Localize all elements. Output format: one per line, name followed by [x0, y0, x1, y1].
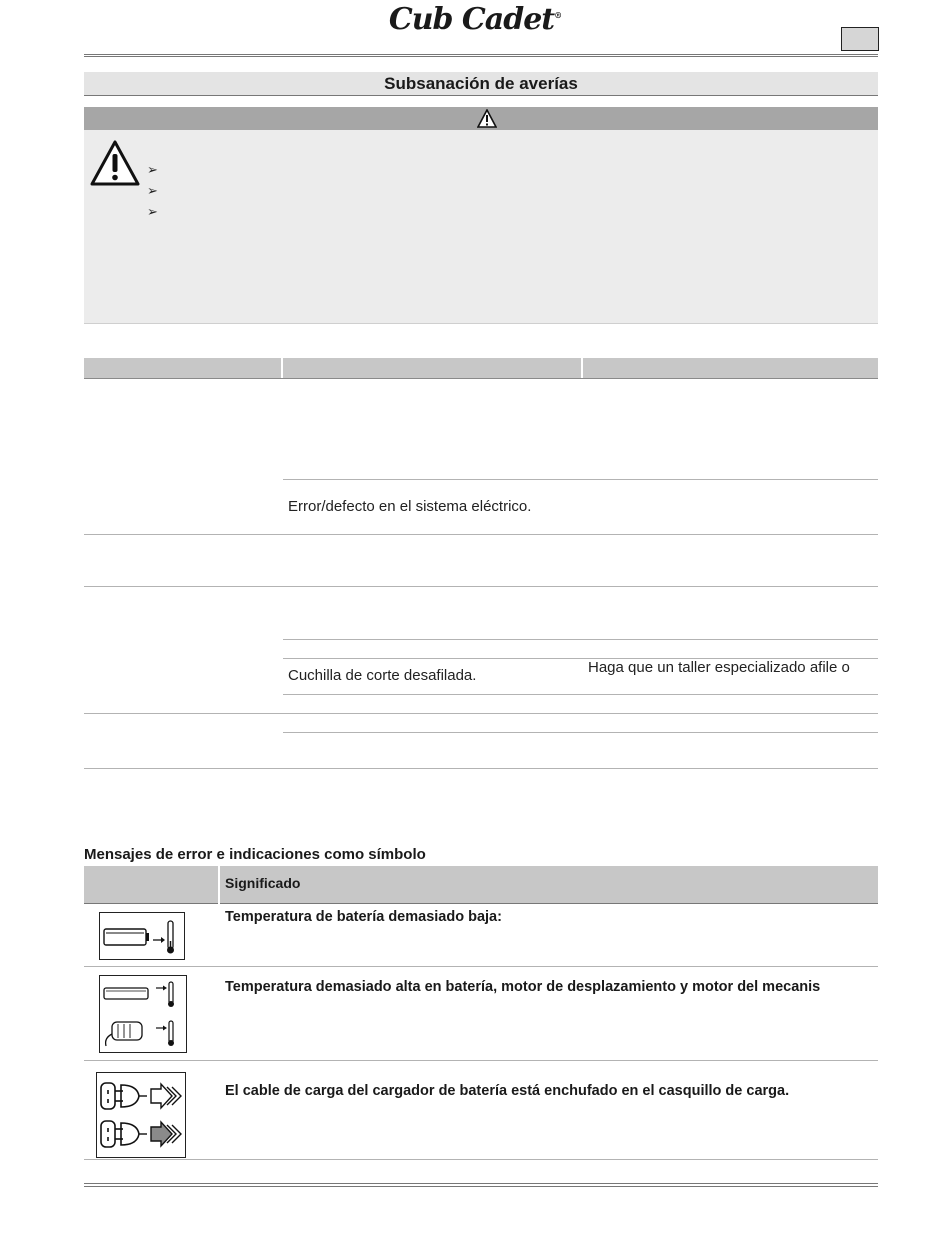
row-divider: [84, 586, 878, 587]
row-divider: [84, 966, 878, 967]
charging-cable-plugged-icon: [96, 1072, 186, 1158]
warning-triangle-icon: [477, 109, 497, 128]
row-divider: [283, 694, 878, 695]
page-title: Subsanación de averías: [84, 72, 878, 96]
row-divider: [84, 713, 878, 714]
row-divider: [283, 639, 878, 640]
header-rule: [84, 903, 878, 904]
footer-rule: [84, 1186, 878, 1187]
fault-table-header: [84, 358, 878, 379]
fault-remedy: Haga que un taller especializado afile o: [588, 659, 850, 676]
fault-cause: Error/defecto en el sistema eléctrico.: [288, 498, 532, 515]
page-number-box: [841, 27, 879, 51]
footer-rule: [84, 1183, 878, 1184]
arrow-bullet-icon: ➢: [147, 204, 158, 219]
row-divider: [283, 479, 878, 480]
symbol-meaning: Temperatura de batería demasiado baja:: [225, 909, 502, 925]
brand-logo: [0, 2, 950, 37]
arrow-bullet-icon: ➢: [147, 183, 158, 198]
warning-header-bar: [84, 107, 878, 130]
symbols-section-title: Mensajes de error e indicaciones como símbolo: [84, 846, 426, 863]
row-divider: [84, 1159, 878, 1160]
row-divider: [84, 534, 878, 535]
fault-cause: Cuchilla de corte desafilada.: [288, 667, 477, 684]
battery-temperature-low-icon: [99, 912, 185, 960]
row-divider: [84, 1060, 878, 1061]
warning-body: [84, 130, 878, 324]
header-rule: [84, 56, 878, 57]
brand-name: Cub Cadet: [388, 2, 555, 37]
meaning-header-label: Significado: [225, 875, 301, 891]
row-divider: [283, 732, 878, 733]
meaning-column-header: [220, 866, 878, 903]
warning-triangle-icon: [90, 140, 140, 186]
symbol-meaning: Temperatura demasiado alta en batería, motor de desplazamiento y motor del mecanis: [225, 979, 821, 995]
column-separator: [218, 866, 220, 1161]
header-rule: [84, 54, 878, 55]
arrow-bullet-icon: ➢: [147, 162, 158, 177]
symbol-column-header: [84, 866, 218, 903]
column-separator: [281, 358, 283, 378]
trademark: ®: [554, 10, 562, 20]
battery-motor-temperature-high-icon: [99, 975, 187, 1053]
symbol-meaning: El cable de carga del cargador de batería está enchufado en el casquillo de carga.: [225, 1083, 790, 1099]
row-divider: [84, 768, 878, 769]
column-separator: [581, 358, 583, 378]
